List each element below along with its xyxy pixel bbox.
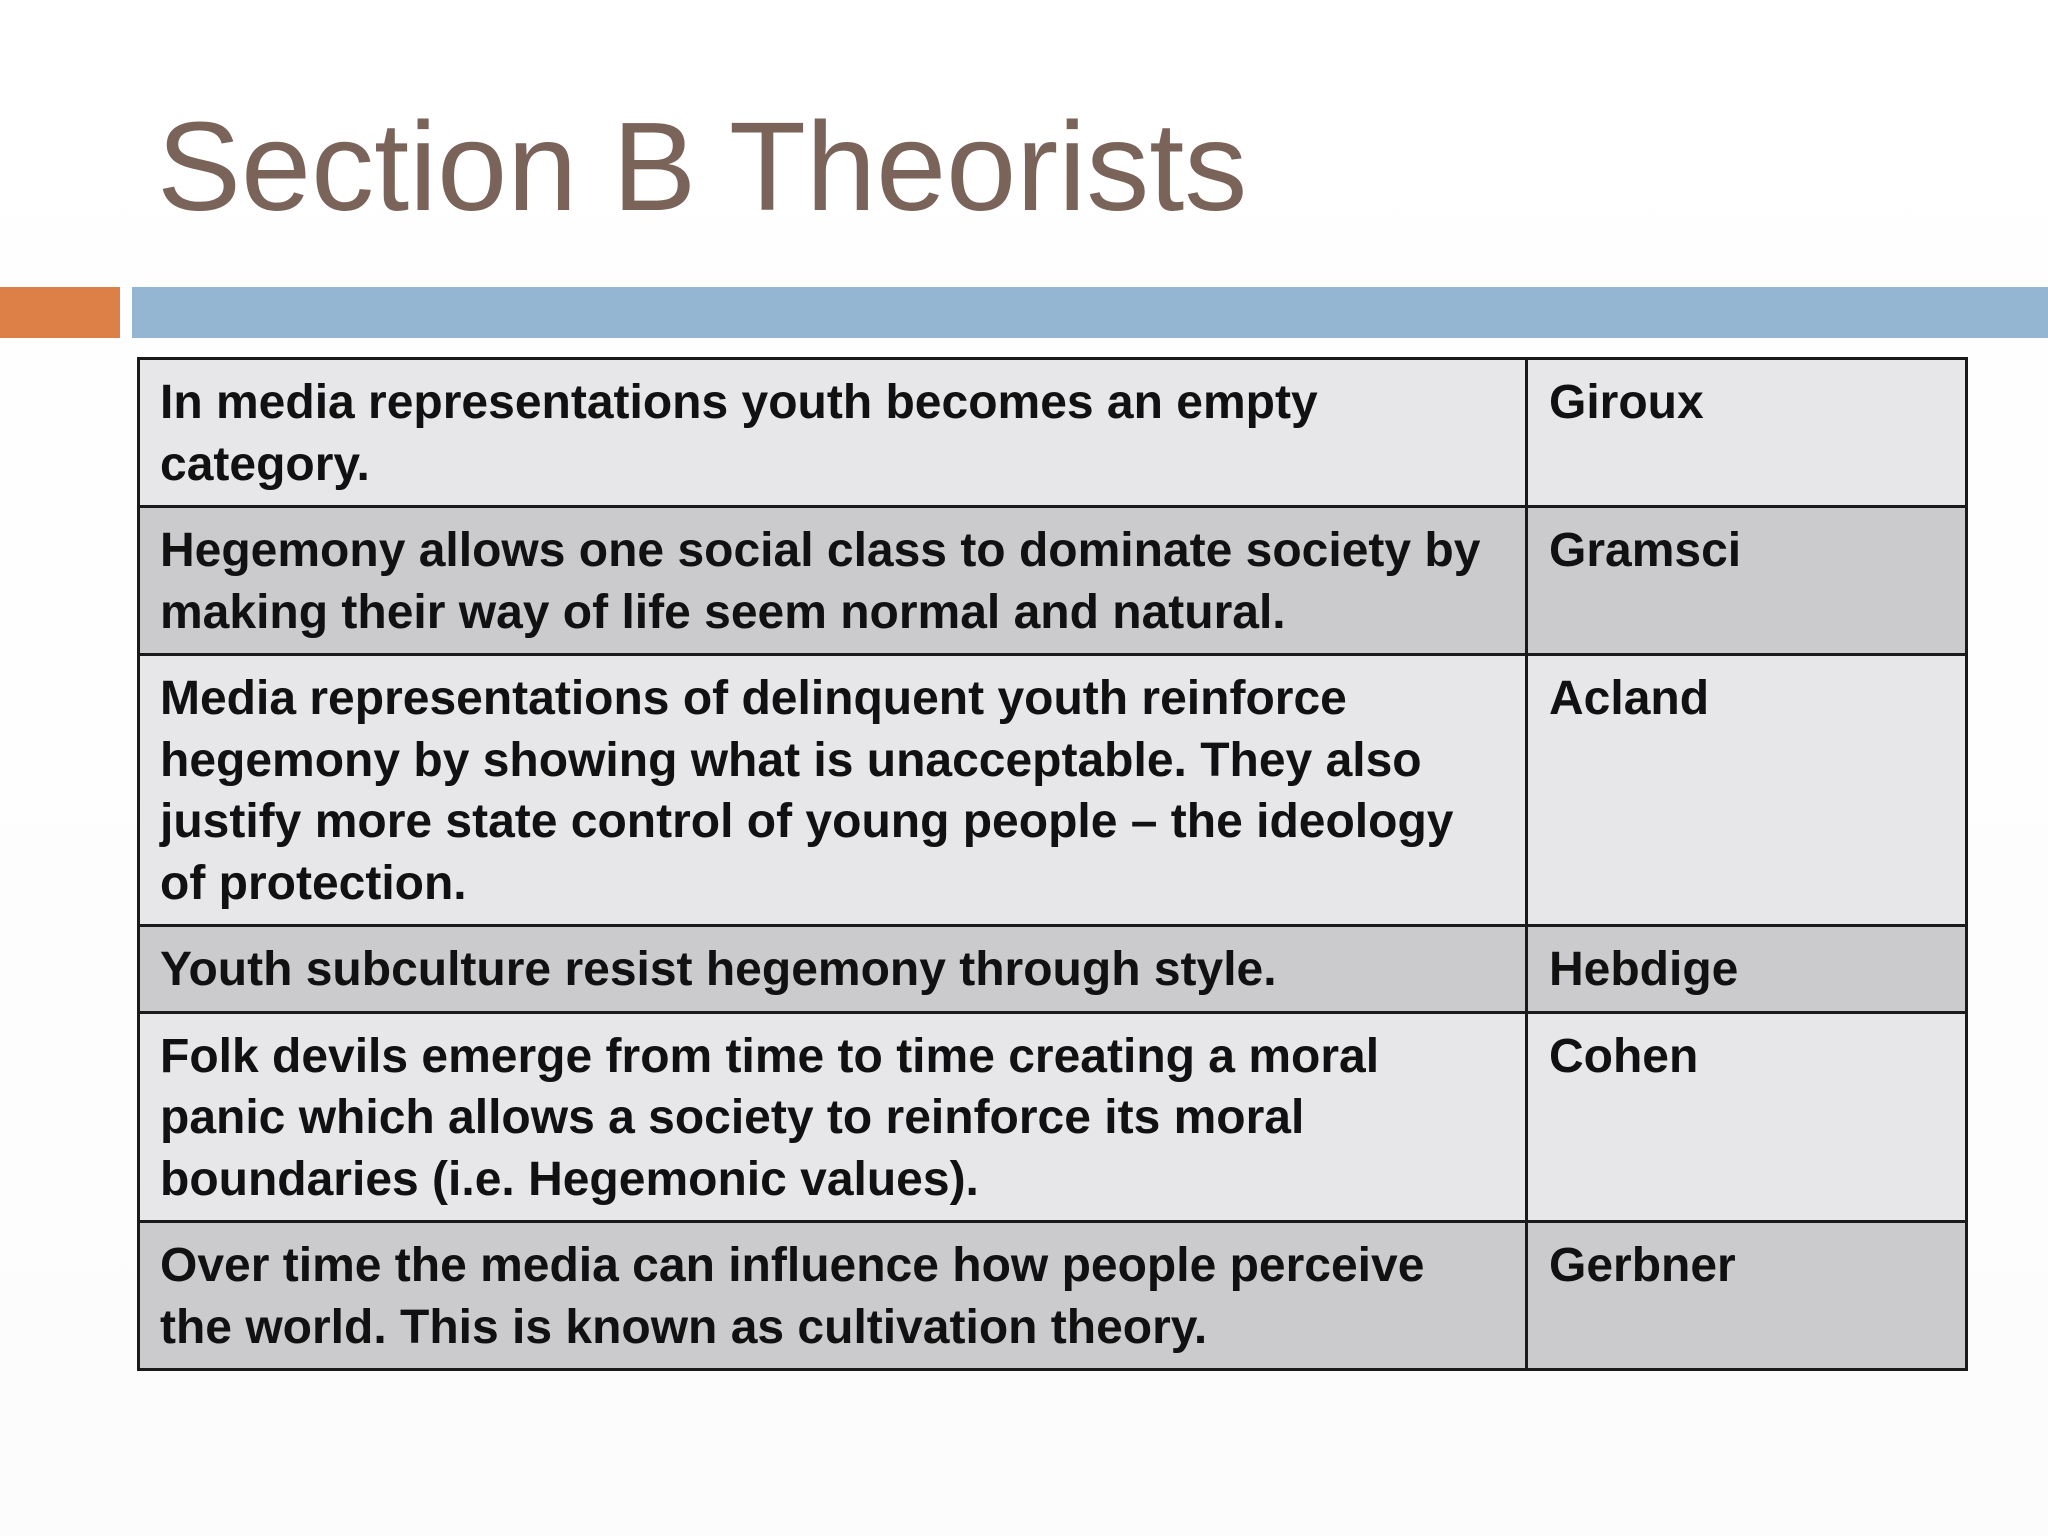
- theory-description: Hegemony allows one social class to dominate society by making their way of life seem normal and natural.: [139, 507, 1527, 655]
- theorist-name: Gerbner: [1527, 1222, 1967, 1370]
- table-row: [139, 1012, 1967, 1222]
- table-row: [139, 507, 1967, 655]
- table-row: [139, 1222, 1967, 1370]
- theorist-name: Acland: [1527, 655, 1967, 926]
- slide-title: Section B Theorists: [157, 96, 1248, 237]
- accent-bar-orange: [0, 287, 120, 338]
- theorist-name: Gramsci: [1527, 507, 1967, 655]
- theory-description: Over time the media can influence how people perceive the world. This is known as cultivation theory.: [139, 1222, 1527, 1370]
- theory-description: Youth subculture resist hegemony through style.: [139, 926, 1527, 1013]
- table-row: [139, 926, 1967, 1013]
- theory-description: Folk devils emerge from time to time creating a moral panic which allows a society to reinforce its moral boundaries (i.e. Hegemonic values).: [139, 1012, 1527, 1222]
- table-row: [139, 359, 1967, 507]
- theory-description: Media representations of delinquent youth reinforce hegemony by showing what is unacceptable. They also justify more state control of young people – the ideology of protection.: [139, 655, 1527, 926]
- theorist-name: Giroux: [1527, 359, 1967, 507]
- accent-bar-blue: [132, 287, 2048, 338]
- theory-description: In media representations youth becomes an empty category.: [139, 359, 1527, 507]
- theorist-name: Cohen: [1527, 1012, 1967, 1222]
- theorist-name: Hebdige: [1527, 926, 1967, 1013]
- theorists-table: [137, 357, 1968, 1371]
- table-row: [139, 655, 1967, 926]
